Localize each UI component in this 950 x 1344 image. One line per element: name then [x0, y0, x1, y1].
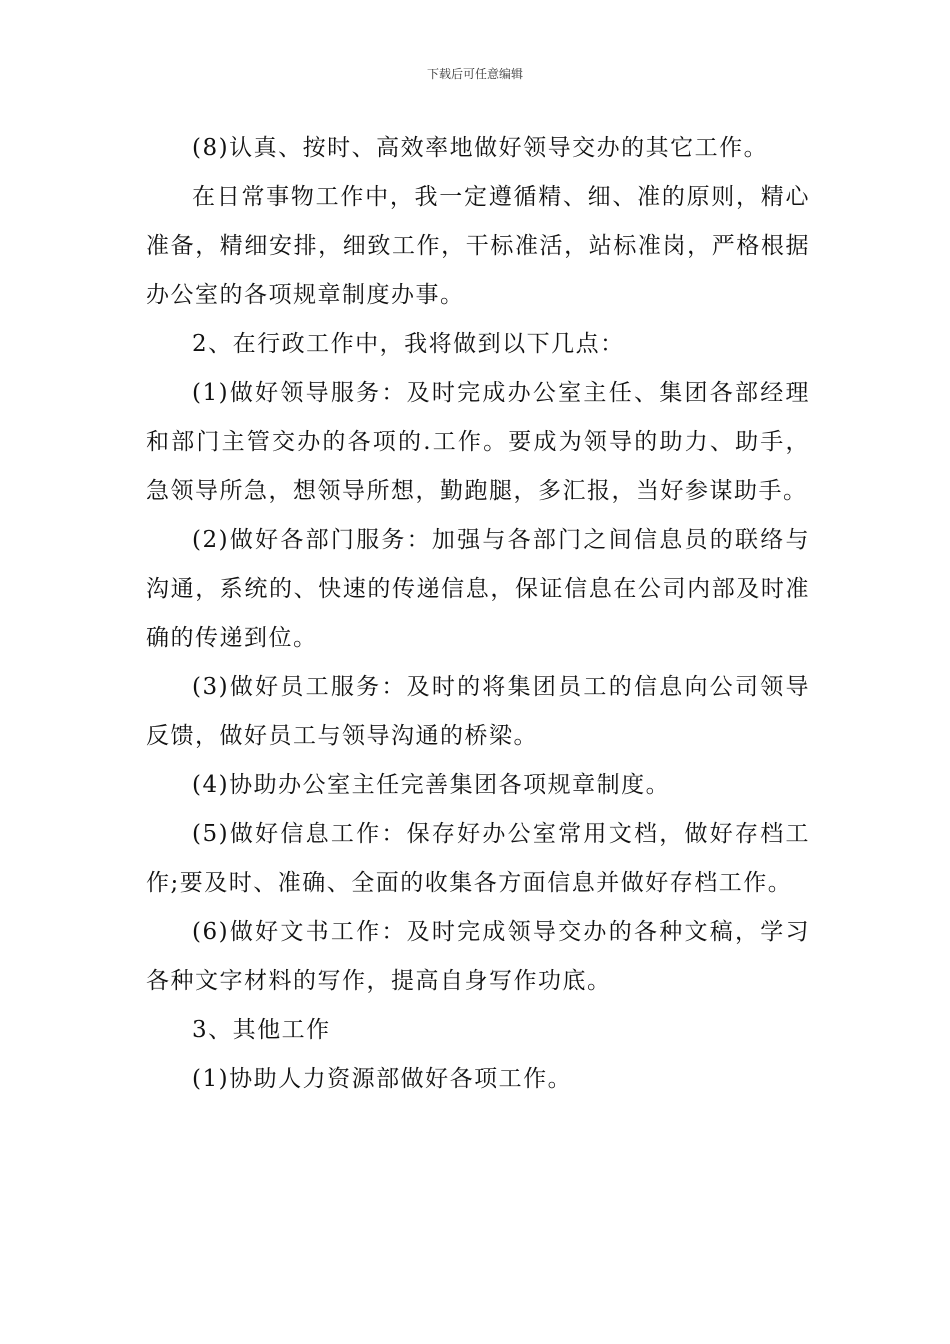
- paragraph-item-4-regulations: (4)协助办公室主任完善集团各项规章制度。: [192, 772, 671, 798]
- section-heading-other-work: 3、其他工作: [192, 1017, 331, 1043]
- paragraph-item-2-department-service: (2)做好各部门服务：加强与各部门之间信息员的联络与沟通，系统的、快速的传递信息，保证信息在公司内部及时准确的传递到位。: [146, 527, 810, 651]
- page-header: 下载后可任意编辑: [426, 67, 523, 81]
- paragraph-daily-affairs: 在日常事物工作中，我一定遵循精、细、准的原则，精心准备，精细安排，细致工作，干标准活，站标准岗，严格根据办公室的各项规章制度办事。: [146, 184, 810, 308]
- paragraph-item-6-document-work: (6)做好文书工作：及时完成领导交办的各种文稿，学习各种文字材料的写作，提高自身写作功底。: [146, 919, 810, 994]
- paragraph-item-5-information-work: (5)做好信息工作：保存好办公室常用文档，做好存档工作;要及时、准确、全面的收集各方面信息并做好存档工作。: [146, 821, 810, 896]
- paragraph-item-1-hr-assist: (1)协助人力资源部做好各项工作。: [192, 1066, 573, 1092]
- paragraph-item-3-staff-service: (3)做好员工服务：及时的将集团员工的信息向公司领导反馈，做好员工与领导沟通的桥梁。: [146, 674, 810, 749]
- paragraph-item-1-leader-service: (1)做好领导服务：及时完成办公室主任、集团各部经理和部门主管交办的各项的.工作。要成为领导的助力、助手，急领导所急，想领导所想，勤跑腿，多汇报，当好参谋助手。: [146, 380, 810, 504]
- paragraph-item-8: (8)认真、按时、高效率地做好领导交办的其它工作。: [192, 135, 769, 161]
- document-body: [146, 124, 810, 1104]
- section-heading-admin-work: 2、在行政工作中，我将做到以下几点：: [192, 331, 625, 357]
